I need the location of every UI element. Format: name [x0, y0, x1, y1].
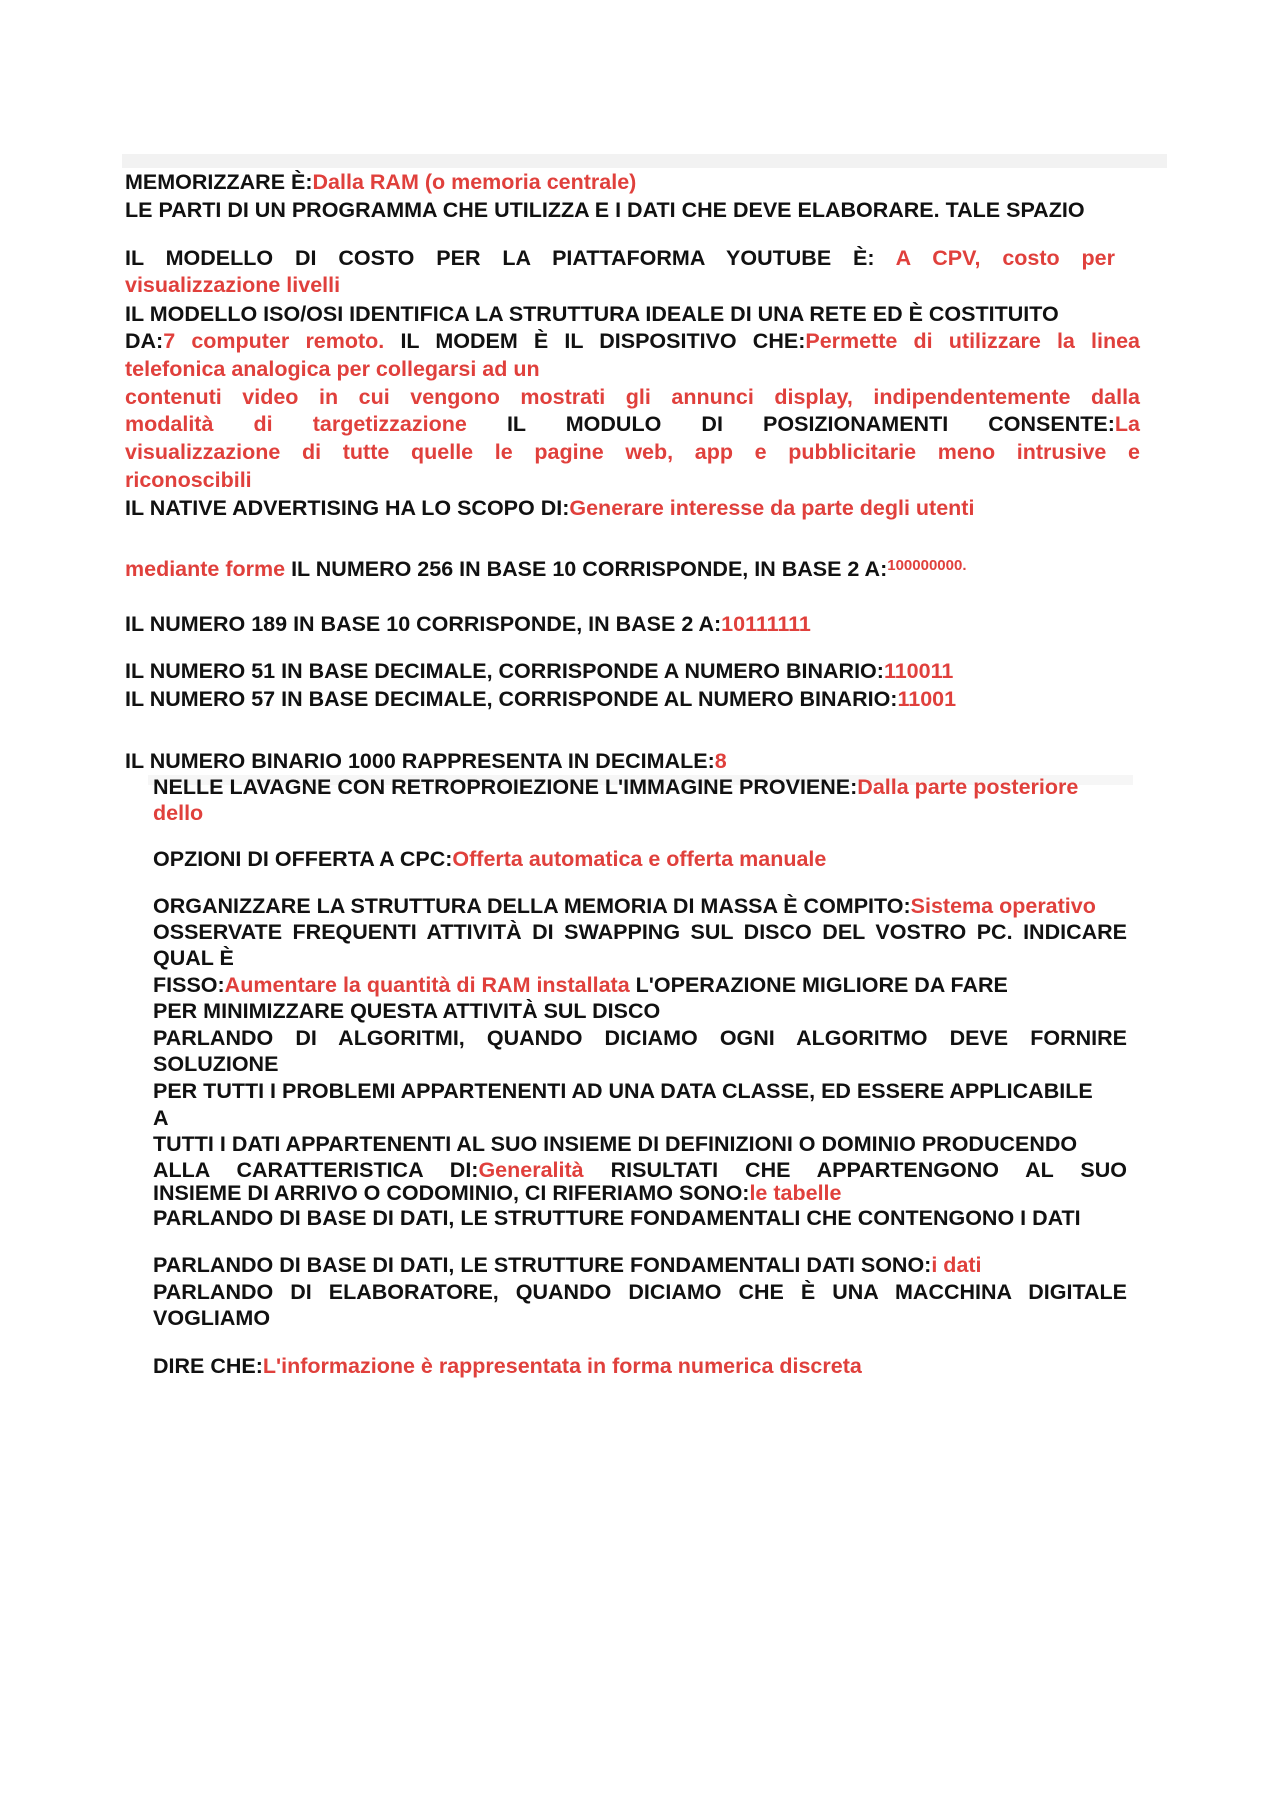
line-32: INSIEME DI ARRIVO O CODOMINIO, CI RIFERIAMO SONO:le tabelle: [153, 1181, 842, 1205]
line-05: IL MODELLO ISO/OSI IDENTIFICA LA STRUTTURA IDEALE DI UNA RETE ED È COSTITUITO: [125, 302, 1059, 326]
line-03: IL MODELLO DI COSTO PER LA PIATTAFORMA YOUTUBE È: A CPV, costo per: [125, 246, 1115, 270]
line-22: OSSERVATE FREQUENTI ATTIVITÀ DI SWAPPING SUL DISCO DEL VOSTRO PC. INDICARE: [153, 920, 1127, 944]
line-20: OPZIONI DI OFFERTA A CPC:Offerta automatica e offerta manuale: [153, 847, 827, 871]
line-36: VOGLIAMO: [153, 1306, 271, 1330]
line-35: PARLANDO DI ELABORATORE, QUANDO DICIAMO CHE È UNA MACCHINA DIGITALE: [153, 1280, 1127, 1304]
line-31: ALLA CARATTERISTICA DI:Generalità RISULTATI CHE APPARTENGONO AL SUO: [153, 1158, 1127, 1182]
line-10: visualizzazione di tutte quelle le pagine web, app e pubblicitarie meno intrusive e: [125, 440, 1140, 464]
line-17: IL NUMERO BINARIO 1000 RAPPRESENTA IN DECIMALE:8: [125, 749, 727, 773]
line-16: IL NUMERO 57 IN BASE DECIMALE, CORRISPONDE AL NUMERO BINARIO:11001: [125, 687, 957, 711]
line-28: PER TUTTI I PROBLEMI APPARTENENTI AD UNA DATA CLASSE, ED ESSERE APPLICABILE: [153, 1079, 1093, 1103]
line-27: SOLUZIONE: [153, 1052, 279, 1076]
line-08: contenuti video in cui vengono mostrati gli annunci display, indipendentemente dalla: [125, 385, 1140, 409]
top-band: [122, 154, 1167, 168]
line-26: PARLANDO DI ALGORITMI, QUANDO DICIAMO OGNI ALGORITMO DEVE FORNIRE: [153, 1026, 1127, 1050]
line-30: TUTTI I DATI APPARTENENTI AL SUO INSIEME DI DEFINIZIONI O DOMINIO PRODUCENDO: [153, 1132, 1078, 1156]
line-13: mediante forme IL NUMERO 256 IN BASE 10 CORRISPONDE, IN BASE 2 A:$^{100000000.}$: [125, 557, 967, 581]
line-37: DIRE CHE:L'informazione è rappresentata in forma numerica discreta: [153, 1354, 862, 1378]
line-25: PER MINIMIZZARE QUESTA ATTIVITÀ SUL DISCO: [153, 999, 661, 1023]
line-21: ORGANIZZARE LA STRUTTURA DELLA MEMORIA DI MASSA È COMPITO:Sistema operativo: [153, 894, 1096, 918]
line-34: PARLANDO DI BASE DI DATI, LE STRUTTURE FONDAMENTALI DATI SONO:i dati: [153, 1253, 982, 1277]
line-06: DA:7 computer remoto. IL MODEM È IL DISPOSITIVO CHE:Permette di utilizzare la linea: [125, 329, 1141, 353]
line-07: telefonica analogica per collegarsi ad un: [125, 357, 540, 381]
line-15: IL NUMERO 51 IN BASE DECIMALE, CORRISPONDE A NUMERO BINARIO:110011: [125, 659, 954, 683]
line-12: IL NATIVE ADVERTISING HA LO SCOPO DI:Generare interesse da parte degli utenti: [125, 496, 975, 520]
line-09: modalità di targetizzazione IL MODULO DI POSIZIONAMENTI CONSENTE:La: [125, 412, 1140, 436]
line-01: MEMORIZZARE È:Dalla RAM (o memoria centrale): [125, 170, 637, 194]
line-23: QUAL È: [153, 946, 234, 970]
line-14: IL NUMERO 189 IN BASE 10 CORRISPONDE, IN BASE 2 A:10111111: [125, 612, 811, 636]
line-18: NELLE LAVAGNE CON RETROPROIEZIONE L'IMMAGINE PROVIENE:Dalla parte posteriore: [153, 775, 1079, 799]
line-33: PARLANDO DI BASE DI DATI, LE STRUTTURE FONDAMENTALI CHE CONTENGONO I DATI: [153, 1206, 1081, 1230]
line-19: dello: [153, 801, 204, 825]
line-11: riconoscibili: [125, 468, 252, 492]
line-02: LE PARTI DI UN PROGRAMMA CHE UTILIZZA E I DATI CHE DEVE ELABORARE. TALE SPAZIO: [125, 198, 1085, 222]
line-29: A: [153, 1106, 169, 1130]
line-04: visualizzazione livelli: [125, 273, 341, 297]
line-24: FISSO:Aumentare la quantità di RAM installata L'OPERAZIONE MIGLIORE DA FARE: [153, 973, 1008, 997]
